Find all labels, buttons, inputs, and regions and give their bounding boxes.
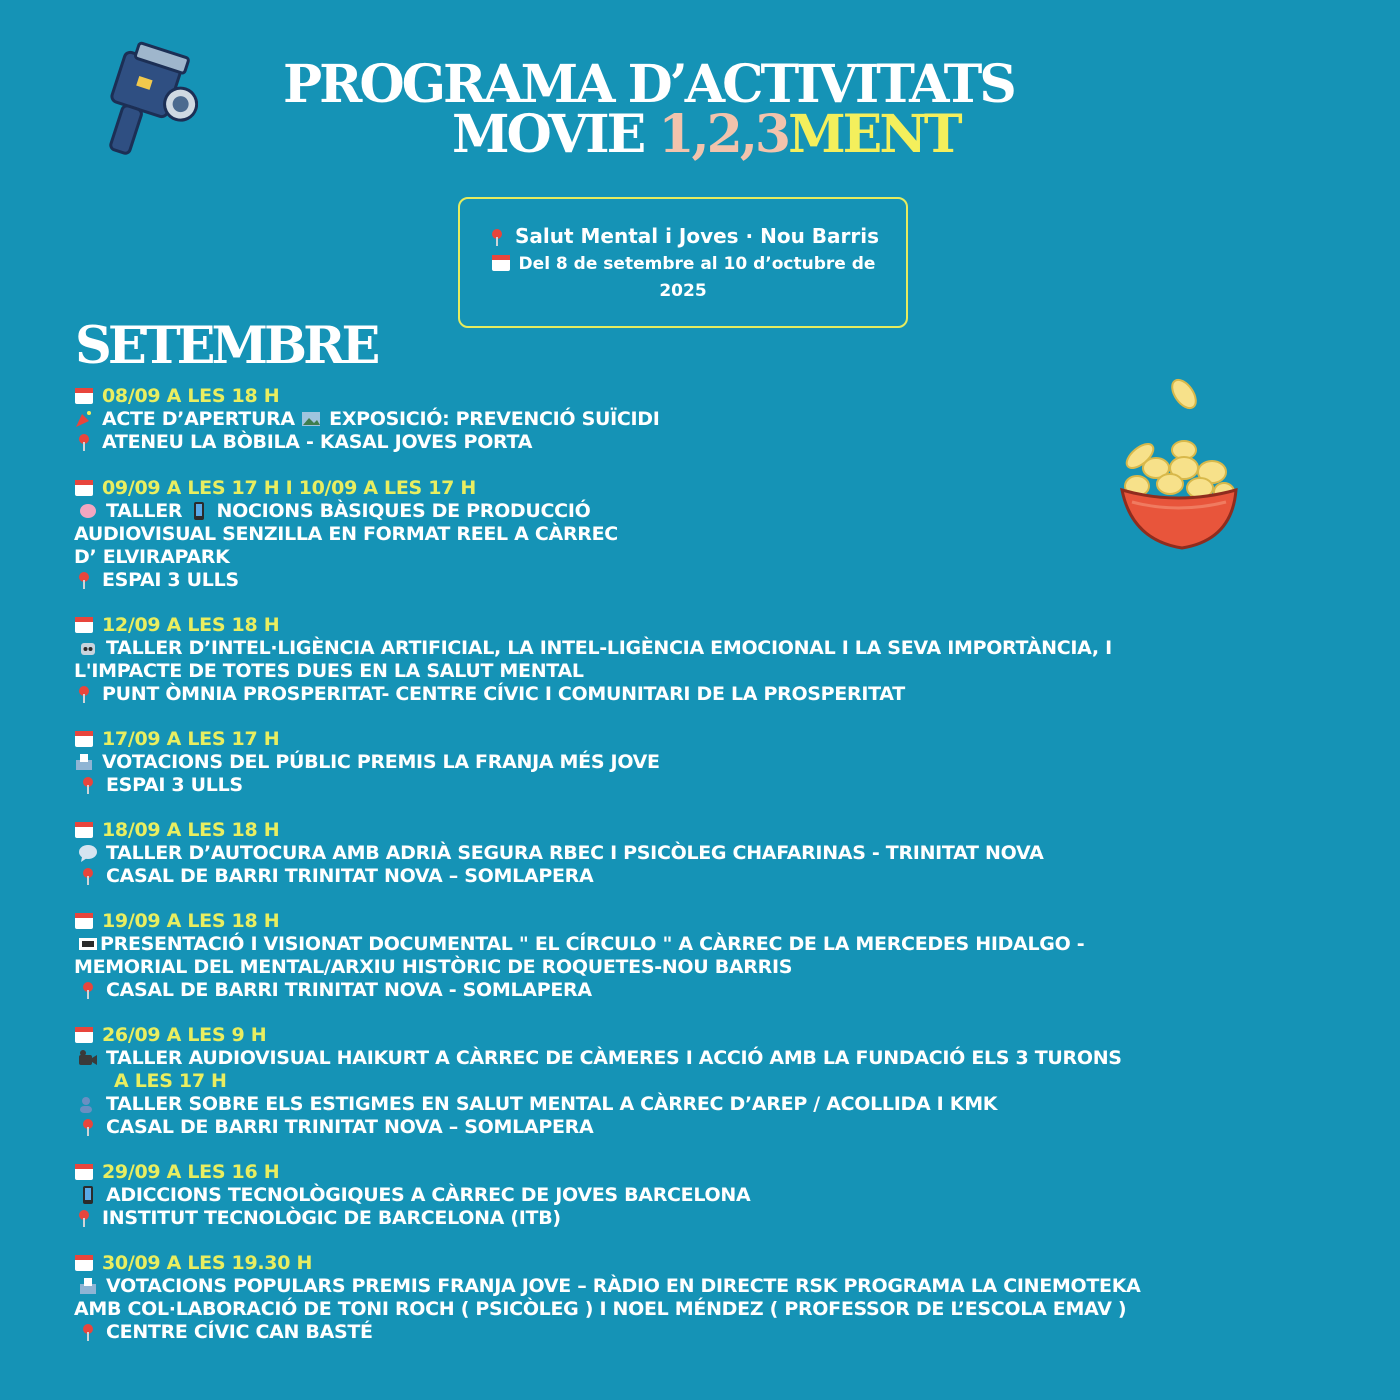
event-title: TALLER NOCIONS BÀSIQUES DE PRODUCCIÓ (74, 500, 1274, 523)
title-movie: MOVIE (452, 104, 659, 165)
title-line-1: PROGRAMA D’ACTIVITATS (283, 54, 1014, 115)
calendar-icon (74, 387, 94, 405)
ballot-box-icon (78, 1277, 98, 1295)
pin-icon (74, 433, 94, 451)
event-place: CASAL DE BARRI TRINITAT NOVA - SOMLAPERA (74, 979, 1274, 1002)
calendar-icon (74, 1026, 94, 1044)
film-frames-icon (78, 935, 98, 953)
event-title-cont: AMB COL·LABORACIÓ DE TONI ROCH ( PSICÒLEG ) I NOEL MÉNDEZ ( PROFESSOR DE L’ESCOLA EMAV ) (74, 1298, 1127, 1320)
event-2 (74, 477, 1274, 592)
calendar-icon (74, 479, 94, 497)
pin-icon (78, 981, 98, 999)
event-title: TALLER D’INTEL·LIGÈNCIA ARTIFICIAL, LA INTEL-LIGÈNCIA EMOCIONAL I LA SEVA IMPORTÀNCIA, I (74, 637, 1274, 660)
event-6 (74, 910, 1274, 1002)
event-3 (74, 614, 1274, 706)
event-place: ESPAI 3 ULLS (74, 774, 1274, 797)
title-line-2 (452, 104, 1400, 165)
phone-icon (189, 502, 209, 520)
info-box (458, 197, 908, 328)
pin-icon (78, 1323, 98, 1341)
movie-camera-icon (78, 1049, 98, 1067)
pin-icon (78, 1118, 98, 1136)
event-title-cont: AUDIOVISUAL SENZILLA EN FORMAT REEL A CÀRREC (74, 523, 618, 545)
event-1 (74, 385, 1274, 454)
page-title (0, 54, 1400, 165)
calendar-icon (74, 616, 94, 634)
event-title: TALLER D’AUTOCURA AMB ADRIÀ SEGURA RBEC I PSICÒLEG CHAFARINAS - TRINITAT NOVA (74, 842, 1274, 865)
event-date: 18/09 A LES 18 H (74, 819, 1274, 842)
brain-icon (78, 502, 98, 520)
event-place: INSTITUT TECNOLÒGIC DE BARCELONA (ITB) (74, 1207, 1274, 1230)
event-title: ACTE D’APERTURA EXPOSICIÓ: PREVENCIÓ SUÏCIDI (74, 408, 1274, 431)
title-numbers: 1,2,3 (658, 104, 789, 165)
info-location: Salut Mental i Joves · Nou Barris (487, 221, 879, 251)
ballot-box-icon (74, 753, 94, 771)
event-place: PUNT ÒMNIA PROSPERITAT- CENTRE CÍVIC I COMUNITARI DE LA PROSPERITAT (74, 683, 1274, 706)
event-date-2: A LES 17 H (114, 1070, 227, 1092)
pin-icon (78, 867, 98, 885)
event-date: 08/09 A LES 18 H (74, 385, 1274, 408)
event-title: VOTACIONS DEL PÚBLIC PREMIS LA FRANJA MÉS JOVE (74, 751, 1274, 774)
event-place: ESPAI 3 ULLS (74, 569, 1274, 592)
event-date: 19/09 A LES 18 H (74, 910, 1274, 933)
event-title-cont: MEMORIAL DEL MENTAL/ARXIU HISTÒRIC DE ROQUETES-NOU BARRIS (74, 956, 793, 978)
info-dates: Del 8 de setembre al 10 d’octubre de 2025 (460, 251, 906, 305)
people-icon (78, 1095, 98, 1113)
event-4 (74, 728, 1274, 797)
event-place: CASAL DE BARRI TRINITAT NOVA – SOMLAPERA (74, 865, 1274, 888)
event-date: 30/09 A LES 19.30 H (74, 1252, 1274, 1275)
calendar-icon (74, 1254, 94, 1272)
event-title: TALLER AUDIOVISUAL HAIKURT A CÀRREC DE CÀMERES I ACCIÓ AMB LA FUNDACIÓ ELS 3 TURONS (74, 1047, 1274, 1070)
event-title-2: TALLER SOBRE ELS ESTIGMES EN SALUT MENTAL A CÀRREC D’AREP / ACOLLIDA I KMK (74, 1093, 1274, 1116)
event-date: 09/09 A LES 17 H I 10/09 A LES 17 H (74, 477, 1274, 500)
event-title: PRESENTACIÓ I VISIONAT DOCUMENTAL " EL CÍRCULO " A CÀRREC DE LA MERCEDES HIDALGO - (74, 933, 1274, 956)
pin-icon (74, 685, 94, 703)
calendar-icon (74, 1163, 94, 1181)
event-place: CASAL DE BARRI TRINITAT NOVA – SOMLAPERA (74, 1116, 1274, 1139)
title-ment: MENT (788, 104, 960, 165)
pin-icon (78, 776, 98, 794)
speech-bubble-icon (78, 844, 98, 862)
event-place: CENTRE CÍVIC CAN BASTÉ (74, 1321, 1274, 1344)
event-7 (74, 1024, 1274, 1139)
month-heading: SETEMBRE (75, 316, 377, 376)
event-9 (74, 1252, 1274, 1344)
event-date: 17/09 A LES 17 H (74, 728, 1274, 751)
event-title-cont: D’ ELVIRAPARK (74, 546, 230, 568)
event-date: 26/09 A LES 9 H (74, 1024, 1274, 1047)
calendar-icon (74, 730, 94, 748)
event-title: ADICCIONS TECNOLÒGIQUES A CÀRREC DE JOVES BARCELONA (74, 1184, 1274, 1207)
party-popper-icon (74, 410, 94, 428)
calendar-icon (491, 254, 511, 272)
picture-icon (301, 410, 321, 428)
robot-icon (78, 639, 98, 657)
calendar-icon (74, 912, 94, 930)
event-place: ATENEU LA BÒBILA - KASAL JOVES PORTA (74, 431, 1274, 454)
event-date: 12/09 A LES 18 H (74, 614, 1274, 637)
event-8 (74, 1161, 1274, 1230)
phone-icon (78, 1186, 98, 1204)
event-date: 29/09 A LES 16 H (74, 1161, 1274, 1184)
event-title: VOTACIONS POPULARS PREMIS FRANJA JOVE – RÀDIO EN DIRECTE RSK PROGRAMA LA CINEMOTEKA (74, 1275, 1274, 1298)
event-title-cont: L'IMPACTE DE TOTES DUES EN LA SALUT MENTAL (74, 660, 584, 682)
pin-icon (74, 1209, 94, 1227)
event-5 (74, 819, 1274, 888)
pin-icon (74, 571, 94, 589)
pin-icon (487, 228, 507, 246)
calendar-icon (74, 821, 94, 839)
